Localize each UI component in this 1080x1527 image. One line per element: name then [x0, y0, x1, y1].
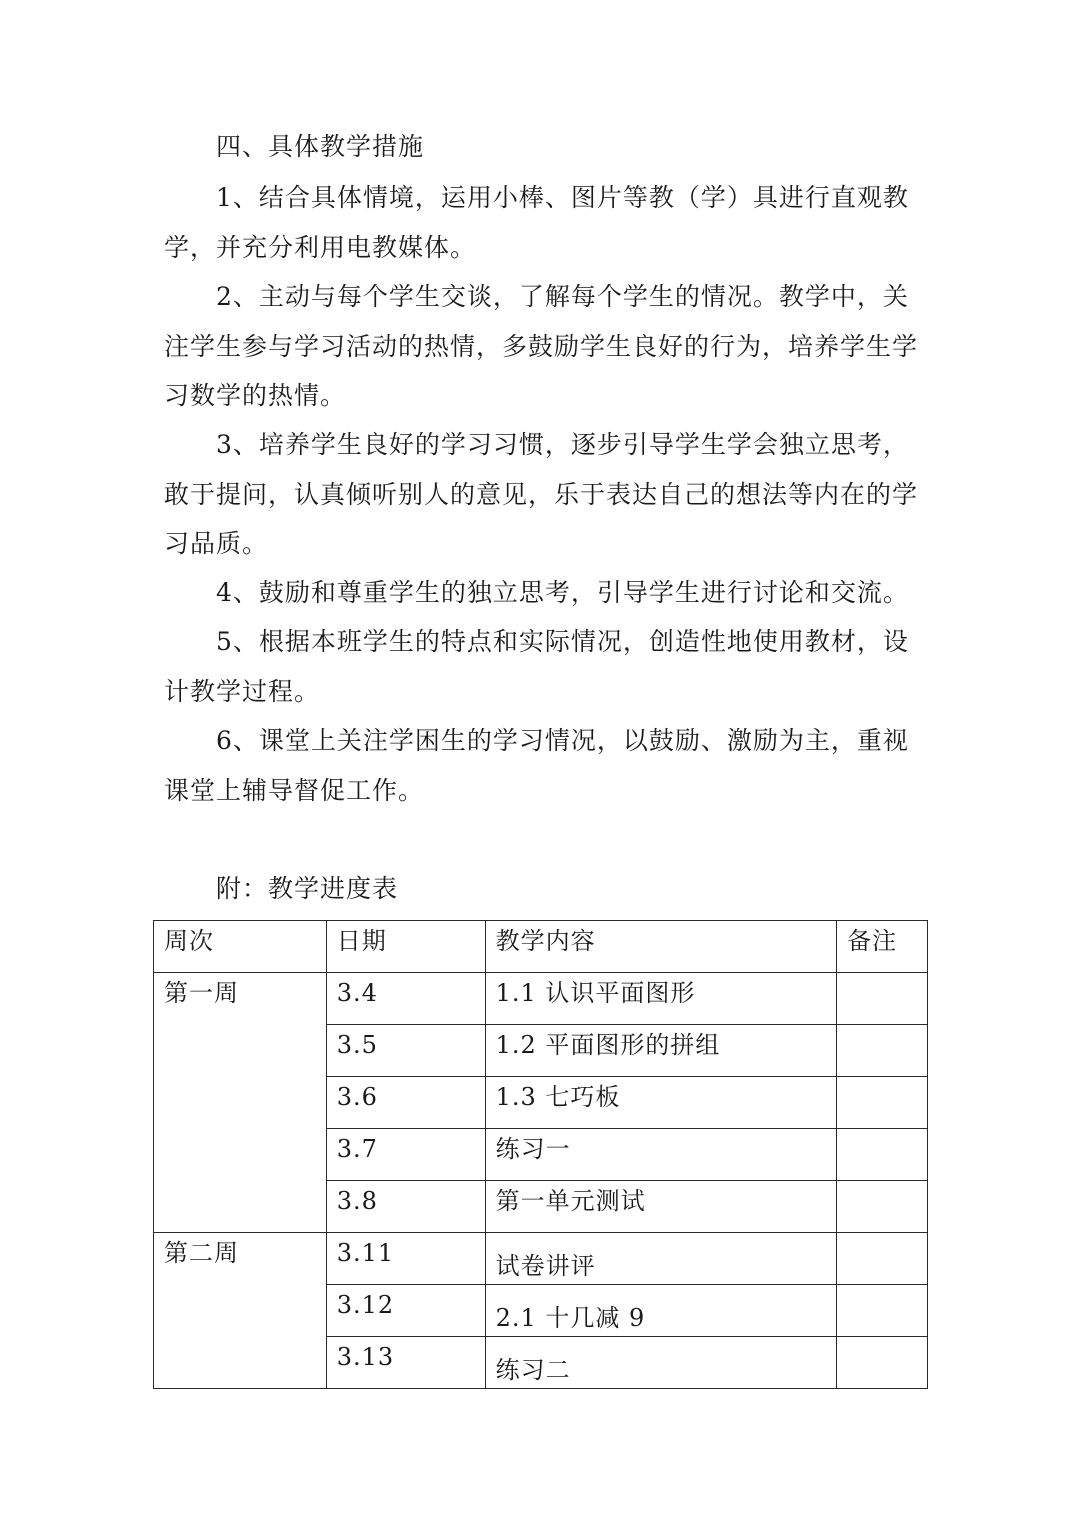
- date-cell: 3.8: [326, 1181, 485, 1233]
- measure-paragraph-5: 5、根据本班学生的特点和实际情况，创造性地使用教材，设计教学过程。: [164, 627, 909, 706]
- note-cell: [837, 1025, 928, 1077]
- date-cell: 3.12: [326, 1285, 485, 1337]
- content-cell: 练习一: [485, 1129, 836, 1181]
- appendix-title: 附：教学进度表: [216, 874, 399, 903]
- measure-paragraph-1: 1、结合具体情境，运用小棒、图片等教（学）具进行直观教学，并充分利用电教媒体。: [164, 183, 909, 262]
- note-cell: [837, 1129, 928, 1181]
- date-cell: 3.5: [326, 1025, 485, 1077]
- header-week: 周次: [154, 921, 327, 973]
- week-cell: 第一周: [154, 973, 327, 1233]
- content-cell: 1.3 七巧板: [485, 1077, 836, 1129]
- note-cell: [837, 973, 928, 1025]
- measure-paragraph-4: 4、鼓励和尊重学生的独立思考，引导学生进行讨论和交流。: [216, 578, 909, 607]
- section-title: 四、具体教学措施: [216, 132, 425, 161]
- date-cell: 3.11: [326, 1233, 485, 1285]
- note-cell: [837, 1077, 928, 1129]
- date-cell: 3.4: [326, 973, 485, 1025]
- content-cell: 1.1 认识平面图形: [485, 973, 836, 1025]
- date-cell: 3.6: [326, 1077, 485, 1129]
- table-header-row: [154, 921, 928, 973]
- content-cell: 试卷讲评: [485, 1233, 836, 1285]
- content-cell: 2.1 十几减 9: [485, 1285, 836, 1337]
- measure-paragraph-6: 6、课堂上关注学困生的学习情况，以鼓励、激励为主，重视课堂上辅导督促工作。: [164, 726, 909, 805]
- date-cell: 3.7: [326, 1129, 485, 1181]
- date-cell: 3.13: [326, 1337, 485, 1389]
- content-cell: 练习二: [485, 1337, 836, 1389]
- note-cell: [837, 1181, 928, 1233]
- header-date: 日期: [326, 921, 485, 973]
- header-note: 备注: [837, 921, 928, 973]
- note-cell: [837, 1285, 928, 1337]
- week-cell: 第二周: [154, 1233, 327, 1389]
- content-cell: 第一单元测试: [485, 1181, 836, 1233]
- note-cell: [837, 1337, 928, 1389]
- table-row: [154, 973, 928, 1025]
- header-content: 教学内容: [485, 921, 836, 973]
- table-row: [154, 1233, 928, 1285]
- note-cell: [837, 1233, 928, 1285]
- content-cell: 1.2 平面图形的拼组: [485, 1025, 836, 1077]
- measure-paragraph-3: 3、培养学生良好的学习习惯，逐步引导学生学会独立思考，敢于提问，认真倾听别人的意见，乐于表达自己的想法等内在的学习品质。: [164, 430, 919, 558]
- measure-paragraph-2: 2、主动与每个学生交谈，了解每个学生的情况。教学中，关注学生参与学习活动的热情，多鼓励学生良好的行为，培养学生学习数学的热情。: [164, 282, 919, 410]
- schedule-table: [153, 920, 928, 1389]
